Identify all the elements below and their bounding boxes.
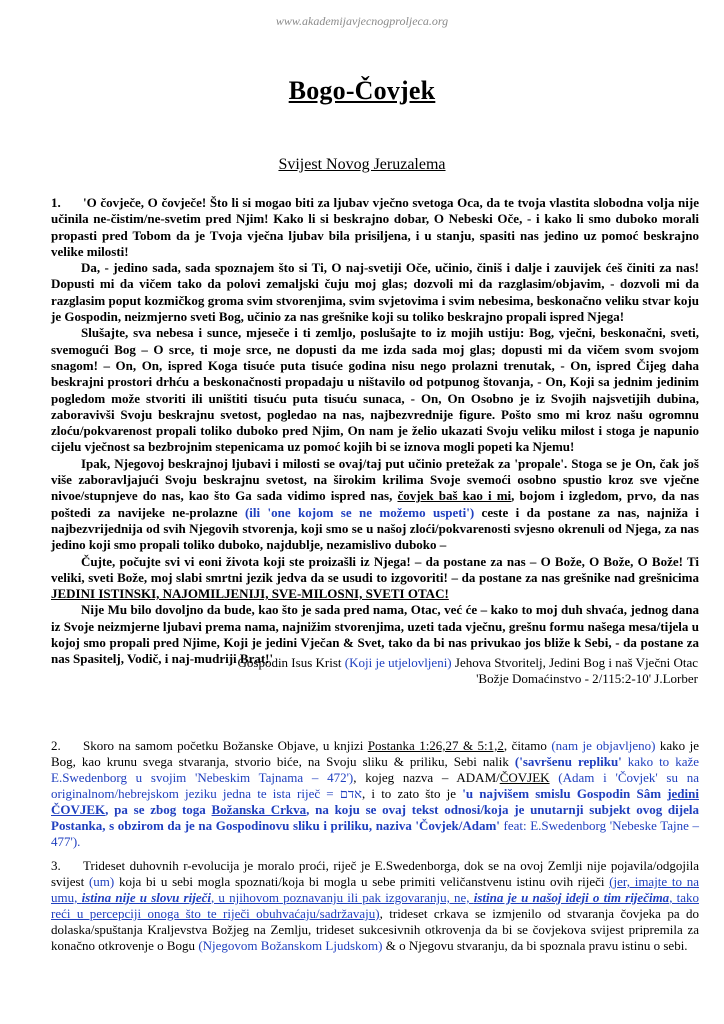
section-1-para-2: Da, - jedino sada, sada spoznajem što si Ti, O naj-svetiji Oče, učinio, činiš i dalje i zauvijek ćeš činiti za nas! Dopusti mi da vičem tako da polovi zemaljski čuju moj glas; dozvoli mi da razglasim/objavim, - dozvoli mi da razglasim poput kozmičkog groma svim stvorenjima, svim svjetovima i svim nebesima, beskonačno veliku stvar koju je Gospodin, neizmjerno sveti Bog, učinio za nas grešnike koji su toliko beskrajno propali ispred Njega! — [51, 260, 699, 325]
section-3-number: 3. — [51, 858, 61, 873]
section-2: 2. Skoro na samom početku Božanske Objave, u knjizi Postanka 1:26,27 & 5:1,2, čitamo (nam je objavljeno) kako je Bog, kao krunu svega stvaranja, stvorio biće, na Svoju sliku & priliku, Sebi nalik ('savršenu repliku' kako to kaže E.Swedenborg u svojim 'Nebeskim Tajnama – 472'), kojeg nazva – ADAM/ČOVJEK (Adam i 'Čovjek' su na originalnom/hebrejskom jeziku jedna te ista riječ = אדם, i to zato što je 'u najvišem smislu Gospodin Sâm jedini ČOVJEK, pa se zbog toga Božanska Crkva, na koju se ovaj tekst odnosi/koja je unutarnji subjekt ovog dijela Postanka, s obzirom da je na Gospodinovu sliku i priliku, naziva 'Čovjek/Adam' feat: E.Swedenborg 'Nebeske Tajne – 477'). — [51, 738, 699, 849]
section-1-para-1: 1. 'O čovječe, O čovječe! Što li si mogao biti za ljubav vječno svetoga Oca, da te tvoja vlastita slobodna volja nije učinila ne-čistim/ne-svetim pred Njim! Kako li si beskrajno dobar, O Nebeski Oče, - i kako li smo duboko morali propasti pred Tobom da je Tvoja vječna ljubav bila prisiljena, i u stanju, spasiti nas jedino uz pomoć beskrajno velike milosti! — [51, 195, 699, 259]
section-1-para-4: Ipak, Njegovoj beskrajnoj ljubavi i milosti se ovaj/taj put učinio pretežak za 'propale'. Stoga se je On, čak još više zaboravljajući Svoju beskrajnu svetost, na širokim krilima Svoje svemoći osobno spustio kroz sve vječne nivoe/stupnjeve do nas, kao što Ga sada vidimo ispred nas, čovjek baš kao i mi, bojom i izgledom, prvo, da nas poštedi za navijeke ne-prolazne (ili 'one kojom se ne možemo uspeti') ceste i da postane za nas, najniža i najbezvrijednija od svih Njegovih stvorenja, koji smo se u našoj zloći/pokvarenosti svjesno okrenuli od Njega, za nas jedino koji smo propali toliko duboko, najdublje, nezamislivo duboko – — [51, 455, 700, 553]
signature-author: Gospodin Isus Krist (Koji je utjelovljeni) Jehova Stvoritelj, Jedini Bog i naš Vječni Otac — [237, 655, 698, 670]
section-3: 3. Trideset duhovnih r-evolucija je moralo proći, riječ je E.Swedenborga, dok se na ovoj Zemlji nije pojavila/odgojila svijest (um) koja bi u sebi mogla spoznati/koja bi mogla u sebe primiti veličanstvenu istinu ovih riječi (jer, imajte to na umu, istina nije u slovu riječi, u njihovom poznavanju ili pak izgovaranju, ne, istina je u našoj ideji o tim riječima, tako reći u percepciji onoga što te riječi obuhvaćaju/sadržavaju), trideset crkava se izmjenilo od stvaranja čovjeka pa do dolaska/spuštanja Kraljevstva Božjeg na Zemlju, trideset sukcesivnih otkrovenja da bi se čovjekova svijest pripremila za konačno otkrovenje o Bogu (Njegovom Božanskom Ljudskom) & o Njegovu stvaranju, da bi spoznala pravu istinu o sebi. — [51, 858, 700, 953]
signature-source: 'Božje Domaćinstvo - 2/115:2-10' J.Lorber — [476, 671, 698, 686]
hebrew-word: אדם — [339, 786, 362, 801]
section-1-para-3: Slušajte, sva nebesa i sunce, mjeseče i ti zemljo, poslušajte to iz mojih ustiju: Bog, vječni, beskonačni, sveti, svemogući Bog – O srce, ti moje srce, ne dopusti da me izda sada moj glas; dopusti mi da vičem svom svojom snagom! – On, On, ispred Koga tisuće puta tisuće godina nisu nego prolazni trenutak, - On, ispred Čijeg daha beskrajni prostori drhću a beskonačnosti propadaju u ništavilo od potpunog štovanja, - On, Koji sa jednim jedinim pogledom može stvoriti ili uništiti tisuću puta tisuću sunaca, - On, On Osobno je iz Svojih najsvetijih dubina, zaboravivši Svoju beskrajnu svetost, pogledao na nas, najbezvrednije figure. Pošto smo mi kroz našu ogromnu zloću/pokvarenost propali toliko duboko pred Njim, On nam je želio ukazati Svoju veliku milost i stoga je napunio cijelu vječnost sa bezbrojnim stepenicama uz pomoć kojih bi se iznova mogli popeti ka Njemu! — [51, 325, 699, 455]
page-title: Bogo-Čovjek — [288, 76, 436, 105]
page-subtitle: Svijest Novog Jeruzalema — [278, 156, 446, 173]
section-1-number: 1. — [51, 195, 61, 210]
section-1-para-6: Nije Mu bilo dovoljno da bude, kao što je sada pred nama, Otac, već će – kako to moj duh shvaća, jednog dana iz Svoje neizmjerne ljubavi prema nama, najnižim stvorenjima, uzeti tada vječnu, grešnu formu našega mesa/tijela u kojoj smo propali pred Njime, Koji je jedini Vječan & Svet, tako da bi nas privukao jos bliže k Sebi, - da postane za nas Spasitelj, Vodič, i naj-mudriji Brat!' — [51, 602, 699, 667]
signature — [51, 655, 698, 687]
bible-reference: Postanka 1:26,27 & 5:1,2 — [367, 738, 504, 753]
site-url[interactable]: www.akademijavjecnogproljeca.org — [275, 14, 449, 28]
section-1 — [51, 195, 699, 668]
section-1-para-5: Čujte, počujte svi vi eoni života koji ste proizašli iz Njega! – da postane za nas – O Bože, O Bože, O Bože! Ti veliki, sveti Bože, moj slabi smrtni jezik jedva da se usudi to izgovoriti! – da postane za nas grešnike nad grešnicima JEDINI ISTINSKI, NAJOMILJENIJI, SVE-MILOSNI, SVETI OTAC! — [51, 553, 699, 602]
section-2-number: 2. — [51, 738, 61, 753]
